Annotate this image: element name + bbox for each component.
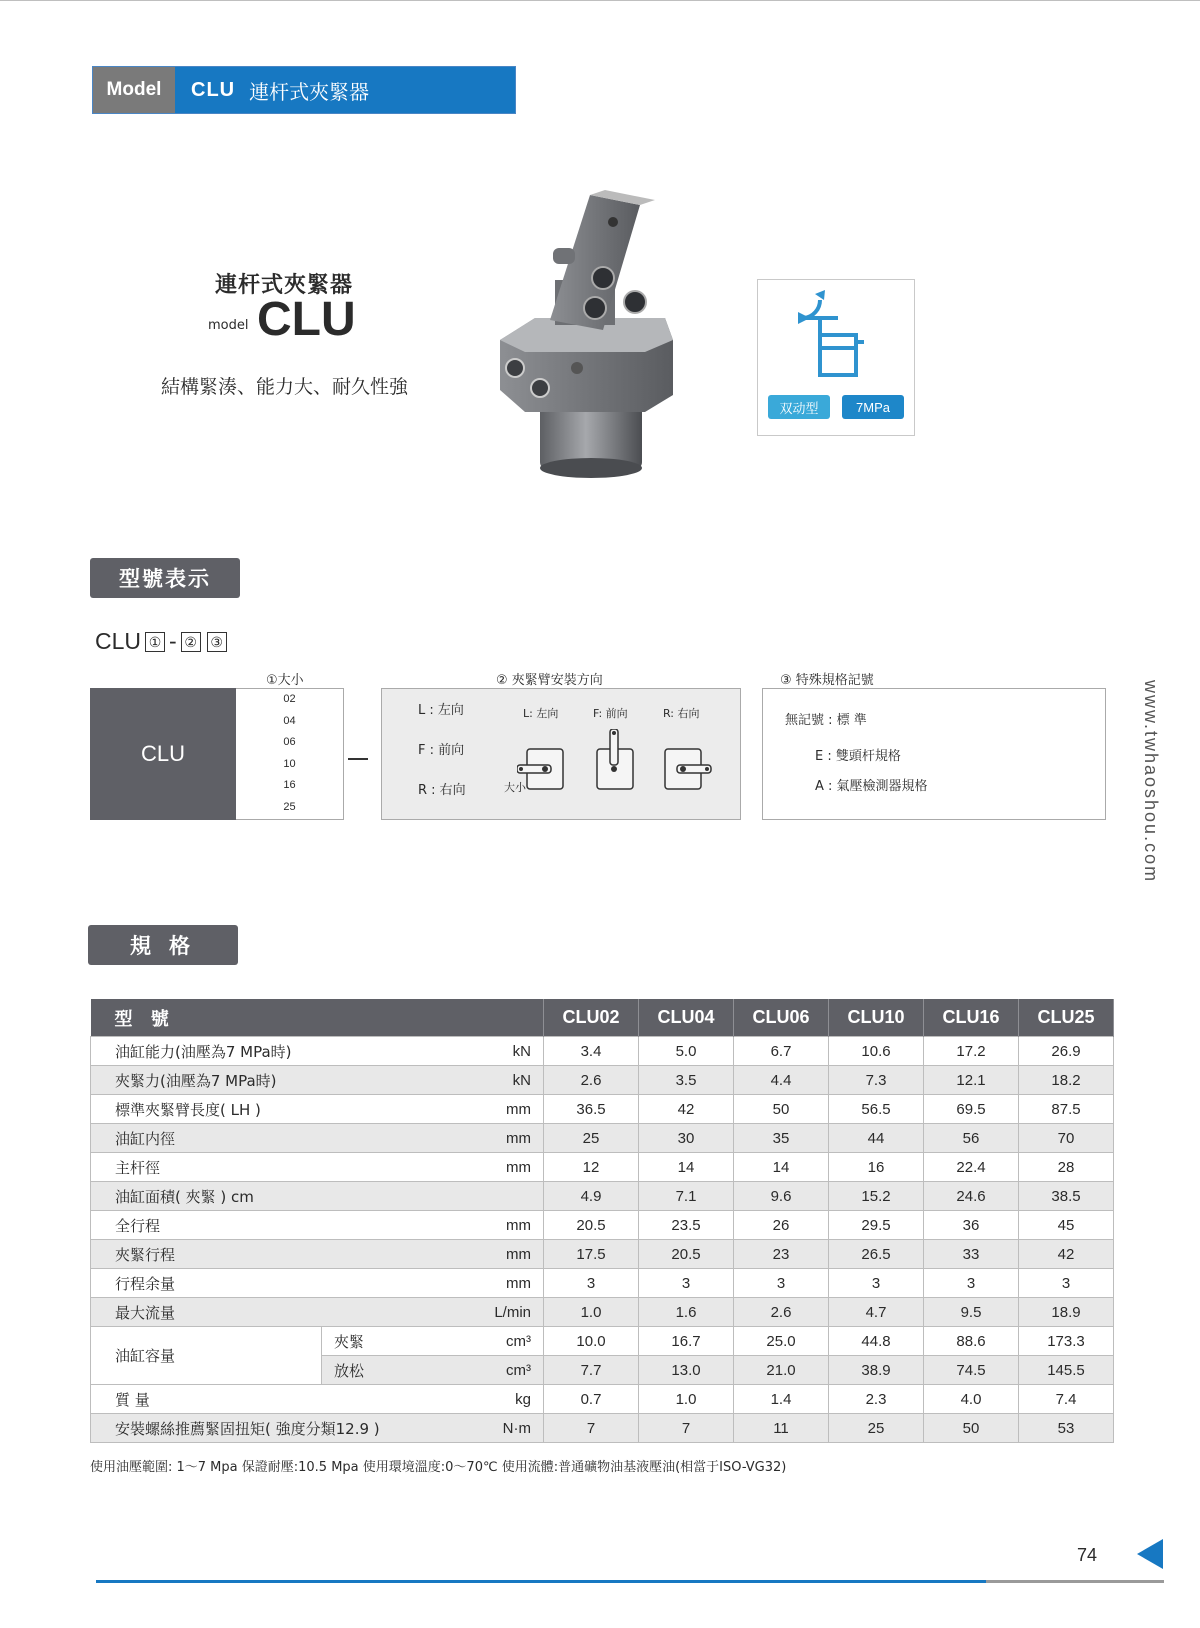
spec-value: 26.9: [1019, 1037, 1114, 1066]
spec-value: 11: [734, 1414, 829, 1443]
model-col: CLU06: [734, 999, 829, 1037]
spec-value: 15.2: [829, 1182, 924, 1211]
size-option: 10: [283, 757, 296, 770]
spec-value: 36.5: [544, 1095, 639, 1124]
spec-row-unit: cm³: [461, 1327, 544, 1356]
badge-double-acting: 双动型: [768, 395, 830, 419]
hero-model: CLU: [257, 293, 356, 346]
spec-value: 7.3: [829, 1066, 924, 1095]
mini-front-label: F: 前向: [593, 707, 628, 720]
spec-value: 30: [639, 1124, 734, 1153]
page-number: 74: [1077, 1545, 1098, 1565]
spec-row-name: 安裝螺絲推薦緊固扭矩( 強度分類12.9 ): [91, 1414, 462, 1443]
spec-value: 6.7: [734, 1037, 829, 1066]
spec-value: 0.7: [544, 1385, 639, 1414]
spec-value: 3: [639, 1269, 734, 1298]
header-title: 連杆式夾緊器: [249, 79, 370, 104]
section-model-code-heading: 型號表示: [90, 558, 240, 598]
spec-value: 25: [544, 1124, 639, 1153]
spec-value: 33: [924, 1240, 1019, 1269]
spec-row-unit: L/min: [461, 1298, 544, 1327]
spec-value: 1.0: [544, 1298, 639, 1327]
code-sep: -: [169, 628, 177, 654]
direction-right: R : 右向: [418, 783, 466, 798]
spec-value: 2.6: [544, 1066, 639, 1095]
spec-table: [90, 999, 1114, 1443]
spec-value: 7.4: [1019, 1385, 1114, 1414]
spec-row-name: 主杆徑: [91, 1153, 462, 1182]
spec-value: 17.2: [924, 1037, 1019, 1066]
mini-left-label: L: 左向: [523, 707, 559, 720]
spec-value: 12: [544, 1153, 639, 1182]
code-clu-block: CLU: [90, 688, 236, 820]
spec-row-name: 油缸内徑: [91, 1124, 462, 1153]
spec-row-unit: kN: [461, 1037, 544, 1066]
spec-row-unit: mm: [461, 1269, 544, 1298]
spec-row: [91, 1095, 1114, 1124]
spec-value: 44: [829, 1124, 924, 1153]
spec-value: 9.5: [924, 1298, 1019, 1327]
website-url: www.twhaoshou.com: [1141, 680, 1161, 884]
model-col: CLU10: [829, 999, 924, 1037]
spec-row: [91, 1414, 1114, 1443]
size-options: [236, 688, 344, 820]
spec-value: 3: [544, 1269, 639, 1298]
size-option: 04: [283, 714, 296, 727]
model-code-format: [95, 628, 229, 655]
prev-page-arrow-icon[interactable]: [1137, 1539, 1163, 1569]
spec-row-name: 油缸能力(油壓為7 MPa時): [91, 1037, 462, 1066]
footer-rule-blue: [96, 1580, 986, 1583]
usage-note: 使用油壓範圍: 1～7 Mpa 保證耐壓:10.5 Mpa 使用環境溫度:0～70℃ 使用流體:普通礦物油基液壓油(相當于ISO-VG32): [90, 1460, 787, 1475]
spec-value: 7: [544, 1414, 639, 1443]
spec-value: 53: [1019, 1414, 1114, 1443]
code-prefix: CLU: [95, 628, 142, 654]
spec-row-name: 油缸面積( 夾緊 ) cm: [91, 1182, 462, 1211]
spec-row-name: 標準夾緊臂長度( LH ): [91, 1095, 462, 1124]
size-option: 25: [283, 800, 296, 813]
direction-options: [381, 688, 741, 820]
spec-row: [91, 1124, 1114, 1153]
spec-value: 16: [829, 1153, 924, 1182]
spec-value: 173.3: [1019, 1327, 1114, 1356]
spec-value: 1.6: [639, 1298, 734, 1327]
spec-value: 42: [639, 1095, 734, 1124]
size-option: 16: [283, 779, 296, 792]
spec-value: 20.5: [639, 1240, 734, 1269]
spec-row-name: 行程余量: [91, 1269, 462, 1298]
spec-row: [91, 1385, 1114, 1414]
size-option: 06: [283, 736, 296, 749]
spec-value: 9.6: [734, 1182, 829, 1211]
spec-value: 28: [1019, 1153, 1114, 1182]
hero-model-label: model: [208, 318, 249, 333]
hero-title: 連杆式夾緊器: [215, 273, 354, 298]
spec-row-unit: mm: [461, 1153, 544, 1182]
spec-row-unit: mm: [461, 1095, 544, 1124]
spec-row-unit: [461, 1182, 544, 1211]
code-slot-3: ③: [207, 632, 227, 652]
spec-row-unit: mm: [461, 1240, 544, 1269]
spec-row: [91, 1298, 1114, 1327]
spec-value: 4.9: [544, 1182, 639, 1211]
arm-direction-drawing-icon: [517, 729, 727, 809]
spec-value: 3: [1019, 1269, 1114, 1298]
spec-value: 21.0: [734, 1356, 829, 1385]
spec-value: 25.0: [734, 1327, 829, 1356]
spec-value: 18.9: [1019, 1298, 1114, 1327]
spec-row-unit: mm: [461, 1211, 544, 1240]
spec-value: 2.6: [734, 1298, 829, 1327]
spec-row-name: 質 量: [91, 1385, 462, 1414]
direction-front: F : 前向: [418, 743, 465, 758]
spec-value: 3: [734, 1269, 829, 1298]
spec-value: 1.4: [734, 1385, 829, 1414]
direction-label: ② 夾緊臂安裝方向: [496, 673, 603, 688]
spec-value: 74.5: [924, 1356, 1019, 1385]
spec-row-name: 油缸容量: [91, 1327, 322, 1385]
spec-value: 38.5: [1019, 1182, 1114, 1211]
spec-value: 23.5: [639, 1211, 734, 1240]
spec-table-header: [91, 999, 1114, 1037]
spec-row-name: 全行程: [91, 1211, 462, 1240]
spec-double-rod: E : 雙頭杆規格: [815, 749, 901, 764]
spec-subrow-name: 夾緊: [322, 1327, 462, 1356]
spec-value: 3: [829, 1269, 924, 1298]
spec-row-unit: kg: [461, 1385, 544, 1414]
spec-value: 24.6: [924, 1182, 1019, 1211]
spec-value: 3.4: [544, 1037, 639, 1066]
model-tag: Model: [93, 67, 175, 113]
spec-value: 42: [1019, 1240, 1114, 1269]
model-col: CLU02: [544, 999, 639, 1037]
code-slot-2: ②: [181, 632, 201, 652]
double-acting-symbol-icon: [758, 280, 914, 390]
spec-row-name: 夾緊行程: [91, 1240, 462, 1269]
spec-value: 36: [924, 1211, 1019, 1240]
spec-value: 12.1: [924, 1066, 1019, 1095]
spec-row-unit: cm³: [461, 1356, 544, 1385]
spec-value: 10.6: [829, 1037, 924, 1066]
spec-value: 17.5: [544, 1240, 639, 1269]
spec-value: 1.0: [639, 1385, 734, 1414]
spec-value: 22.4: [924, 1153, 1019, 1182]
special-spec-options: [762, 688, 1106, 820]
spec-value: 10.0: [544, 1327, 639, 1356]
code-dash: [348, 758, 368, 760]
spec-row-unit: N·m: [461, 1414, 544, 1443]
spec-value: 14: [734, 1153, 829, 1182]
spec-row: [91, 1269, 1114, 1298]
spec-row: [91, 1153, 1114, 1182]
spec-value: 2.3: [829, 1385, 924, 1414]
spec-value: 88.6: [924, 1327, 1019, 1356]
spec-value: 38.9: [829, 1356, 924, 1385]
size-option: 02: [283, 693, 296, 705]
spec-value: 14: [639, 1153, 734, 1182]
spec-value: 3.5: [639, 1066, 734, 1095]
header-model-label: 型 號: [91, 999, 544, 1037]
spec-value: 145.5: [1019, 1356, 1114, 1385]
model-header-bar: [92, 66, 516, 114]
spec-row-unit: mm: [461, 1124, 544, 1153]
spec-value: 7.7: [544, 1356, 639, 1385]
hero-subtitle: 結構緊湊、能力大、耐久性強: [161, 376, 409, 398]
spec-value: 16.7: [639, 1327, 734, 1356]
size-label: ①大小: [266, 673, 304, 688]
spec-value: 56.5: [829, 1095, 924, 1124]
mini-right-label: R: 右向: [663, 707, 700, 720]
spec-value: 4.0: [924, 1385, 1019, 1414]
spec-row-name: 夾緊力(油壓為7 MPa時): [91, 1066, 462, 1095]
spec-value: 3: [924, 1269, 1019, 1298]
spec-standard: 無記號 : 標 準: [785, 713, 867, 728]
model-col: CLU04: [639, 999, 734, 1037]
spec-value: 50: [734, 1095, 829, 1124]
spec-value: 44.8: [829, 1327, 924, 1356]
spec-value: 23: [734, 1240, 829, 1269]
spec-row: [91, 1240, 1114, 1269]
top-rule: [0, 0, 1200, 1]
spec-value: 5.0: [639, 1037, 734, 1066]
spec-value: 18.2: [1019, 1066, 1114, 1095]
spec-value: 45: [1019, 1211, 1114, 1240]
badge-pressure: 7MPa: [842, 395, 904, 419]
spec-value: 4.4: [734, 1066, 829, 1095]
spec-value: 7: [639, 1414, 734, 1443]
spec-value: 20.5: [544, 1211, 639, 1240]
spec-value: 29.5: [829, 1211, 924, 1240]
spec-row-unit: kN: [461, 1066, 544, 1095]
footer-rule-gray: [986, 1580, 1164, 1583]
spec-value: 56: [924, 1124, 1019, 1153]
header-code: CLU: [191, 78, 236, 101]
spec-value: 26: [734, 1211, 829, 1240]
product-photo: [495, 190, 685, 480]
spec-row: [91, 1037, 1114, 1066]
spec-value: 35: [734, 1124, 829, 1153]
spec-row: [91, 1327, 1114, 1356]
direction-left: L : 左向: [418, 703, 464, 718]
spec-row: [91, 1182, 1114, 1211]
model-col: CLU25: [1019, 999, 1114, 1037]
spec-air-sensor: A : 氣壓檢測器規格: [815, 779, 928, 794]
spec-value: 69.5: [924, 1095, 1019, 1124]
spec-subrow-name: 放松: [322, 1356, 462, 1385]
spec-value: 13.0: [639, 1356, 734, 1385]
spec-row-name: 最大流量: [91, 1298, 462, 1327]
spec-value: 50: [924, 1414, 1019, 1443]
actuation-badge-box: [757, 279, 915, 436]
mini-size-label: 大小: [504, 781, 526, 794]
spec-value: 4.7: [829, 1298, 924, 1327]
model-col: CLU16: [924, 999, 1019, 1037]
spec-value: 25: [829, 1414, 924, 1443]
code-slot-1: ①: [145, 632, 165, 652]
spec-value: 26.5: [829, 1240, 924, 1269]
special-label: ③ 特殊規格記號: [780, 673, 874, 688]
spec-value: 87.5: [1019, 1095, 1114, 1124]
spec-row: [91, 1066, 1114, 1095]
spec-value: 70: [1019, 1124, 1114, 1153]
section-spec-heading: 規格: [88, 925, 238, 965]
spec-value: 7.1: [639, 1182, 734, 1211]
spec-row: [91, 1211, 1114, 1240]
